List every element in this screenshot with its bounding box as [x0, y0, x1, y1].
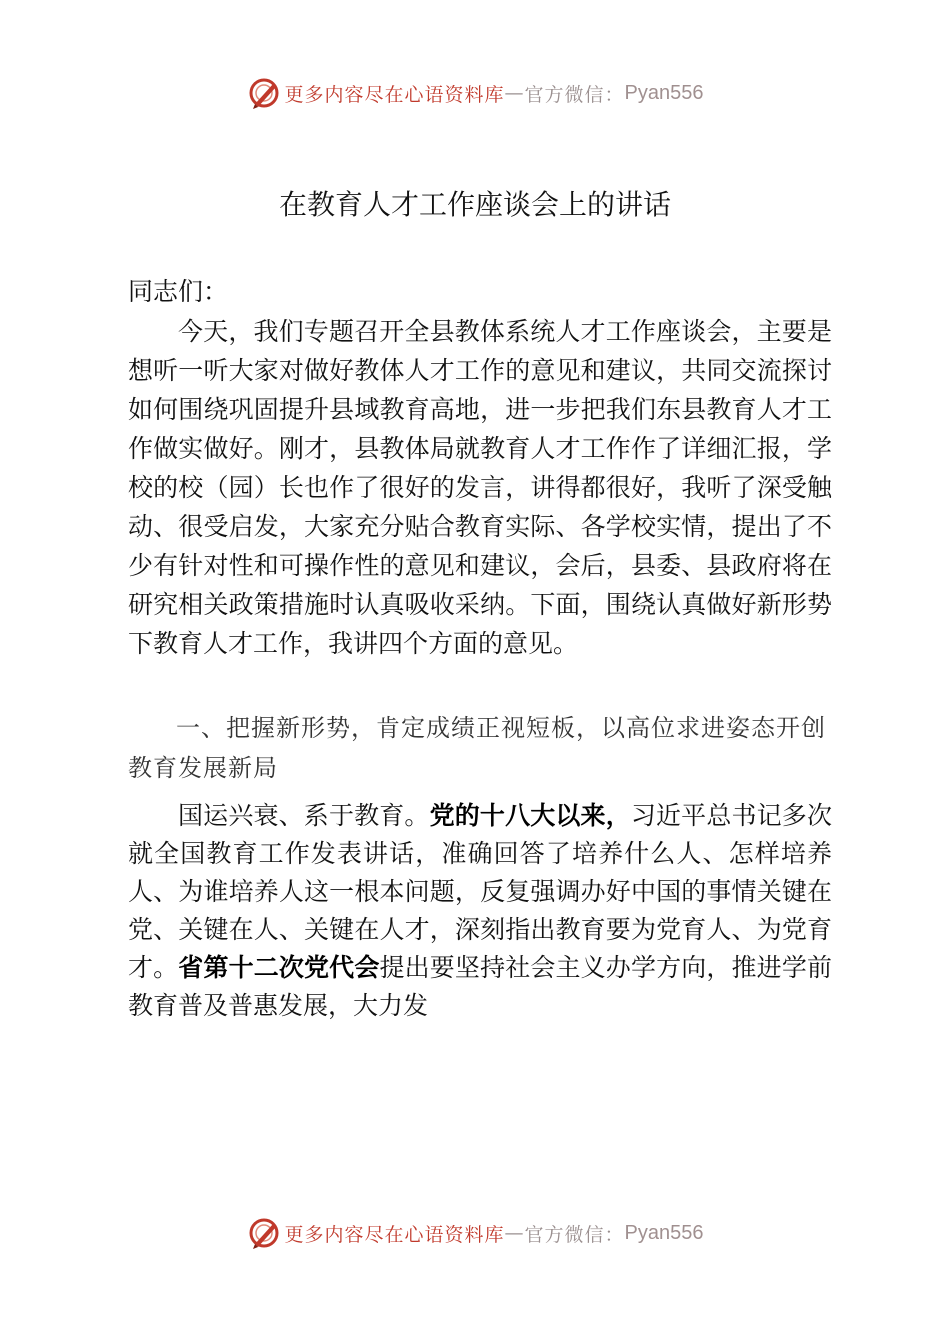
banner-separator: — [504, 1222, 525, 1244]
banner-sub-text: 官方微信： [524, 1223, 625, 1246]
banner-wechat-code: Pyan556 [624, 1221, 704, 1244]
banner-separator: — [504, 82, 525, 104]
salutation: 同志们： [128, 277, 229, 306]
section-heading-1: 一、把握新形势，肯定成绩正视短板，以高位求进姿态开创教育发展新局 [128, 714, 826, 782]
pen-logo-icon [247, 1216, 281, 1250]
paragraph-intro: 今天，我们专题召开全县教体系统人才工作座谈会，主要是想听一听大家对做好教体人才工作的意见和建议，共同交流探讨如何围绕巩固提升县域教育高地，进一步把我们东县教育人才工作做实做好。刚才，县教体局就教育人才工作作了详细汇报，学校的校（园）长也作了很好的发言，讲得都很好，我听了深受触动、很受启发，大家充分贴合教育实际、各学校实情，提出了不少有针对性和可操作性的意见和建议，会后，县委、县政府将在研究相关政策措施时认真吸收采纳。下面，围绕认真做好新形势下教育人才工作，我讲四个方面的意见。 [128, 317, 832, 658]
paragraph-2-part2: 习近平总书记多次就全国教育工作发表讲话，准确回答了培养什么人、怎样培养人、为谁培养人这一根本问题，反复强调办好中国的事情关键在党、关键在人、关键在人才，深刻指出教育要为党育人、为党育才。 [128, 801, 832, 982]
banner-sub-text: 官方微信： [524, 83, 625, 106]
pen-logo-icon [247, 76, 281, 110]
paragraph-2-bold1: 党的十八大以来， [429, 801, 631, 830]
paragraph-2-part3: 提出要坚持社会主义办学方向，推进学前教育普及普惠发展，大力发 [128, 953, 832, 1020]
footer-banner [0, 1213, 950, 1253]
paragraph-2-part1: 国运兴衰、系于教育。 [178, 801, 430, 830]
header-banner [0, 73, 950, 113]
banner-wechat-code: Pyan556 [624, 81, 704, 104]
paragraph-2-bold2: 省第十二次党代会 [178, 953, 380, 982]
banner-main-text: 更多内容尽在心语资料库 [284, 1223, 505, 1246]
paragraph-2 [128, 797, 832, 1025]
banner-main-text: 更多内容尽在心语资料库 [284, 83, 505, 106]
document-title: 在教育人才工作座谈会上的讲话 [278, 188, 671, 221]
